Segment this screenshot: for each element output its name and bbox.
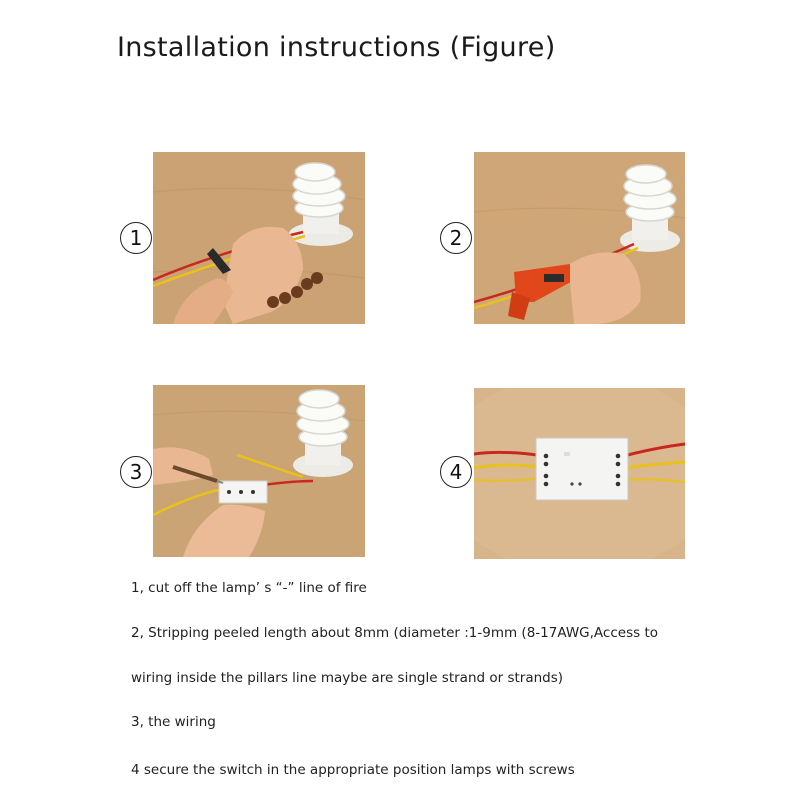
instruction-line-3: 3, the wiring — [131, 714, 216, 730]
instruction-line-2-continued: wiring inside the pillars line maybe are single strand or strands) — [131, 670, 564, 686]
step-number-1: 1 — [120, 222, 152, 254]
step-4-photo — [474, 388, 685, 559]
step-3-photo — [153, 385, 365, 557]
step-1-photo — [153, 152, 365, 324]
step-number-4: 4 — [440, 456, 472, 488]
instruction-line-1: 1, cut off the lamp’ s “-” line of fire — [131, 580, 367, 596]
step-number-2: 2 — [440, 222, 472, 254]
instruction-line-4: 4 secure the switch in the appropriate position lamps with screws — [131, 762, 575, 778]
instruction-line-2: 2, Stripping peeled length about 8mm (diameter :1-9mm (8-17AWG,Access to — [131, 625, 658, 641]
step-number-3: 3 — [120, 456, 152, 488]
page-title: Installation instructions (Figure) — [117, 32, 556, 63]
step-2-photo — [474, 152, 685, 324]
